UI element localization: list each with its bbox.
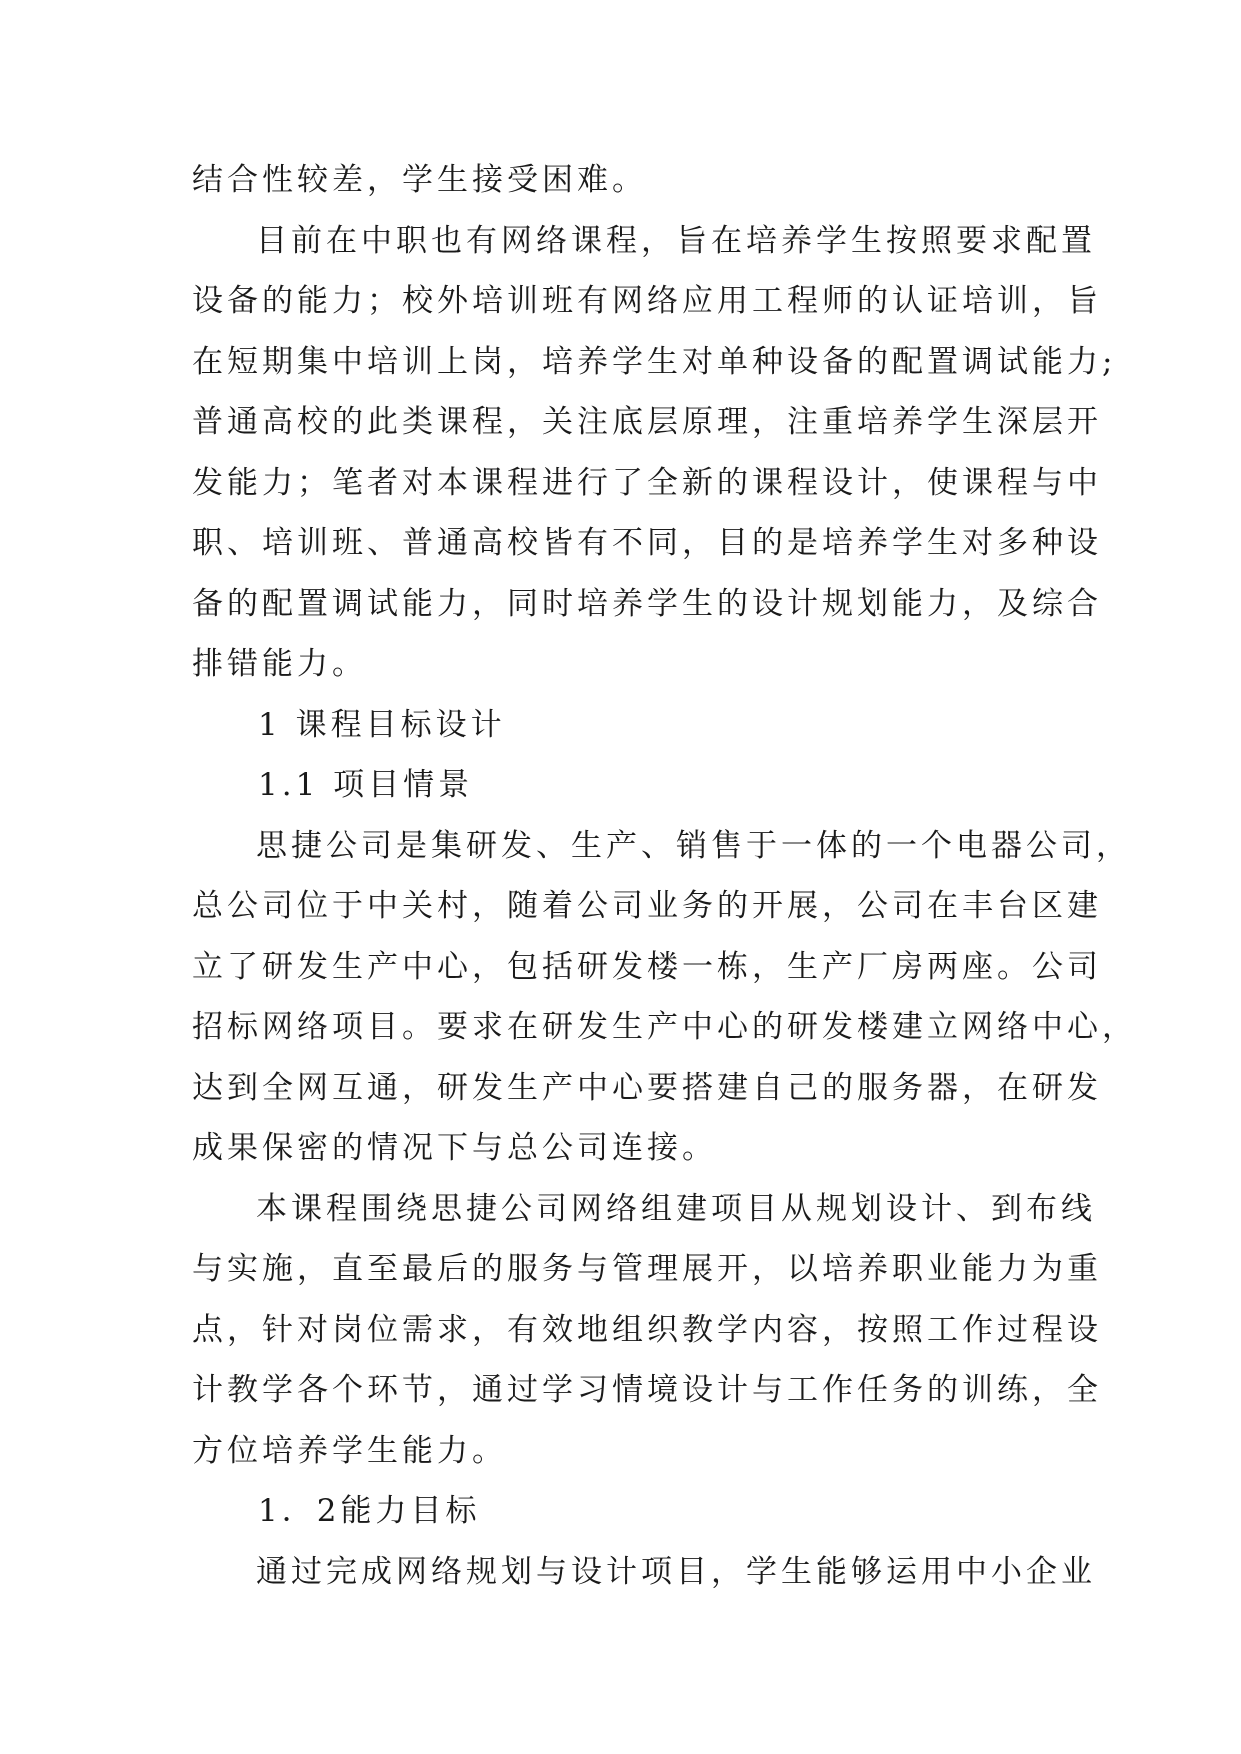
text-line: 点，针对岗位需求，有效地组织教学内容，按照工作过程设 — [192, 1311, 1102, 1348]
text-line: 备的配置调试能力，同时培养学生的设计规划能力，及综合 — [192, 585, 1102, 622]
paragraph-first-line: 思捷公司是集研发、生产、销售于一体的一个电器公司， — [256, 827, 1131, 864]
text-line: 普通高校的此类课程，关注底层原理，注重培养学生深层开 — [192, 404, 1102, 440]
paragraph-first-line: 本课程围绕思捷公司网络组建项目从规划设计、到布线 — [256, 1190, 1096, 1227]
text-line: 设备的能力；校外培训班有网络应用工程师的认证培训，旨 — [192, 283, 1102, 319]
text-line: 总公司位于中关村，随着公司业务的开展，公司在丰台区建 — [192, 888, 1102, 924]
text-line: 招标网络项目。要求在研发生产中心的研发楼建立网络中心， — [192, 1009, 1137, 1045]
subsection-heading: 1.1 项目情景 — [258, 767, 474, 803]
text-line: 排错能力。 — [192, 646, 367, 682]
text-line: 与实施，直至最后的服务与管理展开，以培养职业能力为重 — [192, 1251, 1102, 1287]
text-line: 成果保密的情况下与总公司连接。 — [192, 1130, 717, 1166]
text-line: 在短期集中培训上岗，培养学生对单种设备的配置调试能力; — [192, 343, 1117, 380]
paragraph-first-line: 目前在中职也有网络课程，旨在培养学生按照要求配置 — [256, 222, 1096, 259]
subsection-heading: 1．2能力目标 — [258, 1493, 481, 1529]
text-line: 立了研发生产中心，包括研发楼一栋，生产厂房两座。公司 — [192, 948, 1102, 985]
text-line: 方位培养学生能力。 — [192, 1432, 507, 1469]
section-heading: 1 课程目标设计 — [258, 706, 506, 743]
text-line: 发能力；笔者对本课程进行了全新的课程设计，使课程与中 — [192, 464, 1102, 501]
text-line: 职、培训班、普通高校皆有不同，目的是培养学生对多种设 — [192, 525, 1102, 561]
text-line: 结合性较差，学生接受困难。 — [192, 162, 647, 198]
paragraph-first-line: 通过完成网络规划与设计项目，学生能够运用中小企业 — [256, 1553, 1096, 1590]
text-line: 计教学各个环节，通过学习情境设计与工作任务的训练，全 — [192, 1372, 1102, 1408]
text-line: 达到全网互通，研发生产中心要搭建自己的服务器，在研发 — [192, 1069, 1102, 1106]
body-text — [192, 160, 1137, 1612]
